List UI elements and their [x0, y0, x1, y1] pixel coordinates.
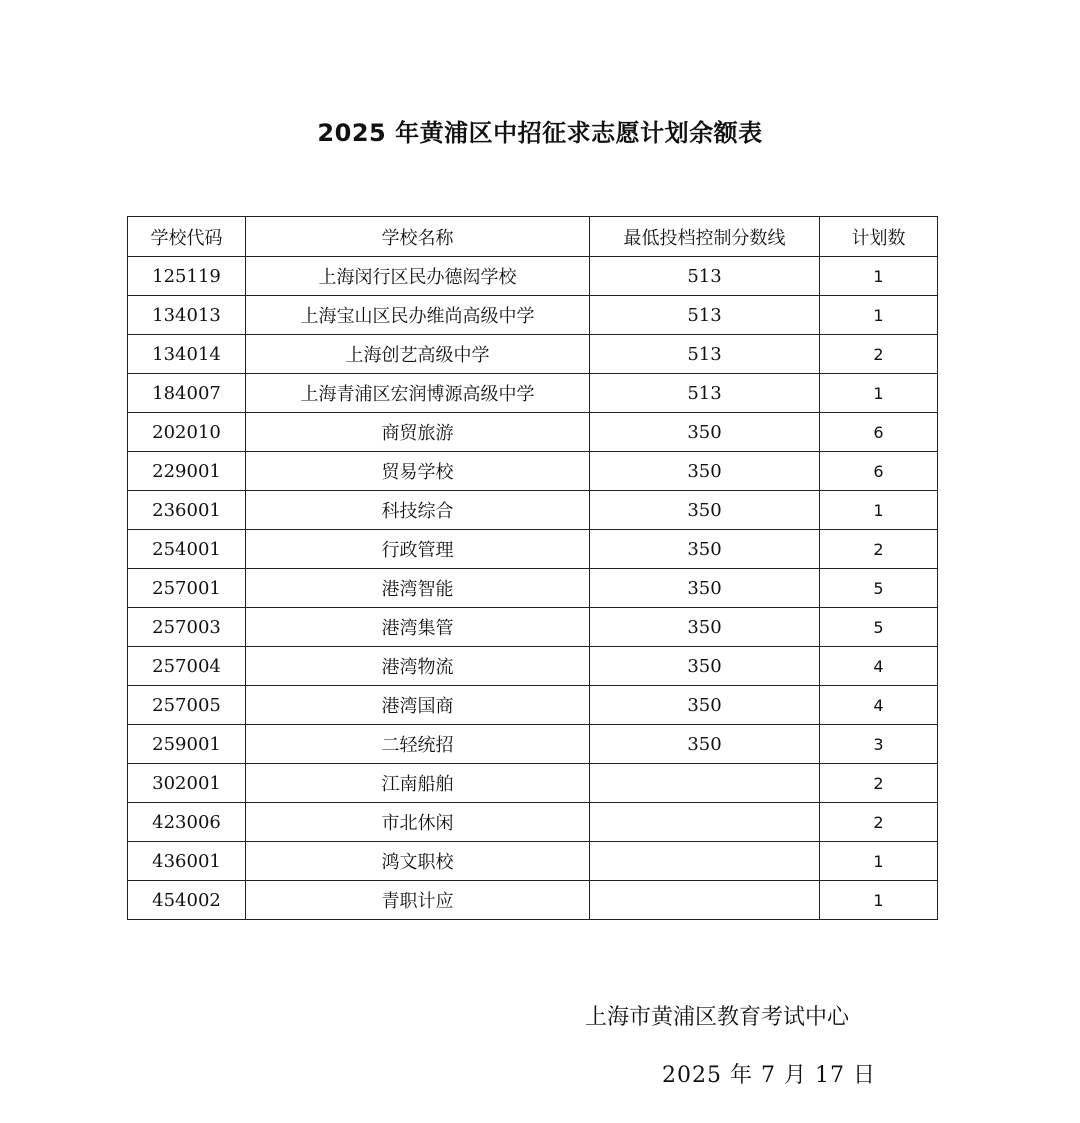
- cell-min-score: [590, 764, 820, 803]
- cell-school-code: 254001: [128, 530, 246, 569]
- cell-school-name: 上海宝山区民办维尚高级中学: [246, 296, 590, 335]
- table-row: [128, 374, 938, 413]
- cell-plan-count: 6: [820, 452, 938, 491]
- cell-min-score: 350: [590, 608, 820, 647]
- cell-min-score: 513: [590, 374, 820, 413]
- cell-min-score: [590, 803, 820, 842]
- quota-table: [127, 216, 938, 920]
- cell-school-code: 259001: [128, 725, 246, 764]
- cell-min-score: 350: [590, 647, 820, 686]
- cell-min-score: [590, 881, 820, 920]
- cell-plan-count: 5: [820, 569, 938, 608]
- table-row: [128, 413, 938, 452]
- cell-plan-count: 5: [820, 608, 938, 647]
- table-row: [128, 647, 938, 686]
- cell-plan-count: 1: [820, 842, 938, 881]
- cell-plan-count: 6: [820, 413, 938, 452]
- issue-date: 2025 年 7 月 17 日: [662, 1063, 876, 1088]
- table-row: [128, 530, 938, 569]
- cell-school-name: 江南船舶: [246, 764, 590, 803]
- cell-school-name: 港湾物流: [246, 647, 590, 686]
- cell-min-score: 513: [590, 296, 820, 335]
- cell-school-name: 上海创艺高级中学: [246, 335, 590, 374]
- cell-plan-count: 1: [820, 491, 938, 530]
- cell-min-score: 513: [590, 335, 820, 374]
- table-row: [128, 881, 938, 920]
- cell-plan-count: 2: [820, 530, 938, 569]
- cell-school-code: 125119: [128, 257, 246, 296]
- document-title: 2025 年黄浦区中招征求志愿计划余额表: [317, 119, 763, 147]
- header-school-code: 学校代码: [128, 217, 246, 257]
- cell-plan-count: 4: [820, 686, 938, 725]
- issuing-organization: 上海市黄浦区教育考试中心: [585, 1005, 850, 1030]
- cell-plan-count: 2: [820, 335, 938, 374]
- cell-plan-count: 2: [820, 764, 938, 803]
- cell-school-code: 257004: [128, 647, 246, 686]
- cell-school-code: 454002: [128, 881, 246, 920]
- table-row: [128, 257, 938, 296]
- cell-plan-count: 1: [820, 374, 938, 413]
- cell-school-name: 上海闵行区民办德闳学校: [246, 257, 590, 296]
- table-row: [128, 335, 938, 374]
- cell-school-name: 商贸旅游: [246, 413, 590, 452]
- cell-school-name: 市北休闲: [246, 803, 590, 842]
- cell-min-score: 350: [590, 452, 820, 491]
- table-row: [128, 608, 938, 647]
- cell-min-score: 350: [590, 725, 820, 764]
- table-row: [128, 803, 938, 842]
- cell-school-name: 鸿文职校: [246, 842, 590, 881]
- cell-plan-count: 4: [820, 647, 938, 686]
- cell-school-name: 港湾智能: [246, 569, 590, 608]
- cell-min-score: 350: [590, 491, 820, 530]
- cell-school-code: 202010: [128, 413, 246, 452]
- cell-school-code: 423006: [128, 803, 246, 842]
- header-min-score: 最低投档控制分数线: [590, 217, 820, 257]
- cell-school-name: 青职计应: [246, 881, 590, 920]
- cell-plan-count: 3: [820, 725, 938, 764]
- cell-plan-count: 1: [820, 881, 938, 920]
- cell-school-code: 134013: [128, 296, 246, 335]
- table-row: [128, 569, 938, 608]
- table-row: [128, 296, 938, 335]
- cell-school-code: 184007: [128, 374, 246, 413]
- cell-school-code: 236001: [128, 491, 246, 530]
- table-row: [128, 842, 938, 881]
- cell-plan-count: 1: [820, 257, 938, 296]
- table-body: [128, 257, 938, 920]
- cell-min-score: 350: [590, 413, 820, 452]
- cell-school-code: 229001: [128, 452, 246, 491]
- table-header-row: [128, 217, 938, 257]
- table-row: [128, 725, 938, 764]
- cell-school-code: 302001: [128, 764, 246, 803]
- cell-min-score: 350: [590, 530, 820, 569]
- cell-min-score: [590, 842, 820, 881]
- table-row: [128, 686, 938, 725]
- table-row: [128, 491, 938, 530]
- cell-school-code: 436001: [128, 842, 246, 881]
- cell-school-code: 257005: [128, 686, 246, 725]
- header-plan-count: 计划数: [820, 217, 938, 257]
- cell-school-name: 贸易学校: [246, 452, 590, 491]
- cell-school-name: 上海青浦区宏润博源高级中学: [246, 374, 590, 413]
- cell-min-score: 513: [590, 257, 820, 296]
- cell-school-name: 港湾国商: [246, 686, 590, 725]
- cell-min-score: 350: [590, 569, 820, 608]
- cell-school-name: 行政管理: [246, 530, 590, 569]
- cell-school-code: 257003: [128, 608, 246, 647]
- table-row: [128, 764, 938, 803]
- cell-school-code: 257001: [128, 569, 246, 608]
- table-row: [128, 452, 938, 491]
- cell-min-score: 350: [590, 686, 820, 725]
- header-school-name: 学校名称: [246, 217, 590, 257]
- cell-school-name: 科技综合: [246, 491, 590, 530]
- cell-plan-count: 2: [820, 803, 938, 842]
- cell-school-name: 二轻统招: [246, 725, 590, 764]
- cell-school-code: 134014: [128, 335, 246, 374]
- cell-school-name: 港湾集管: [246, 608, 590, 647]
- cell-plan-count: 1: [820, 296, 938, 335]
